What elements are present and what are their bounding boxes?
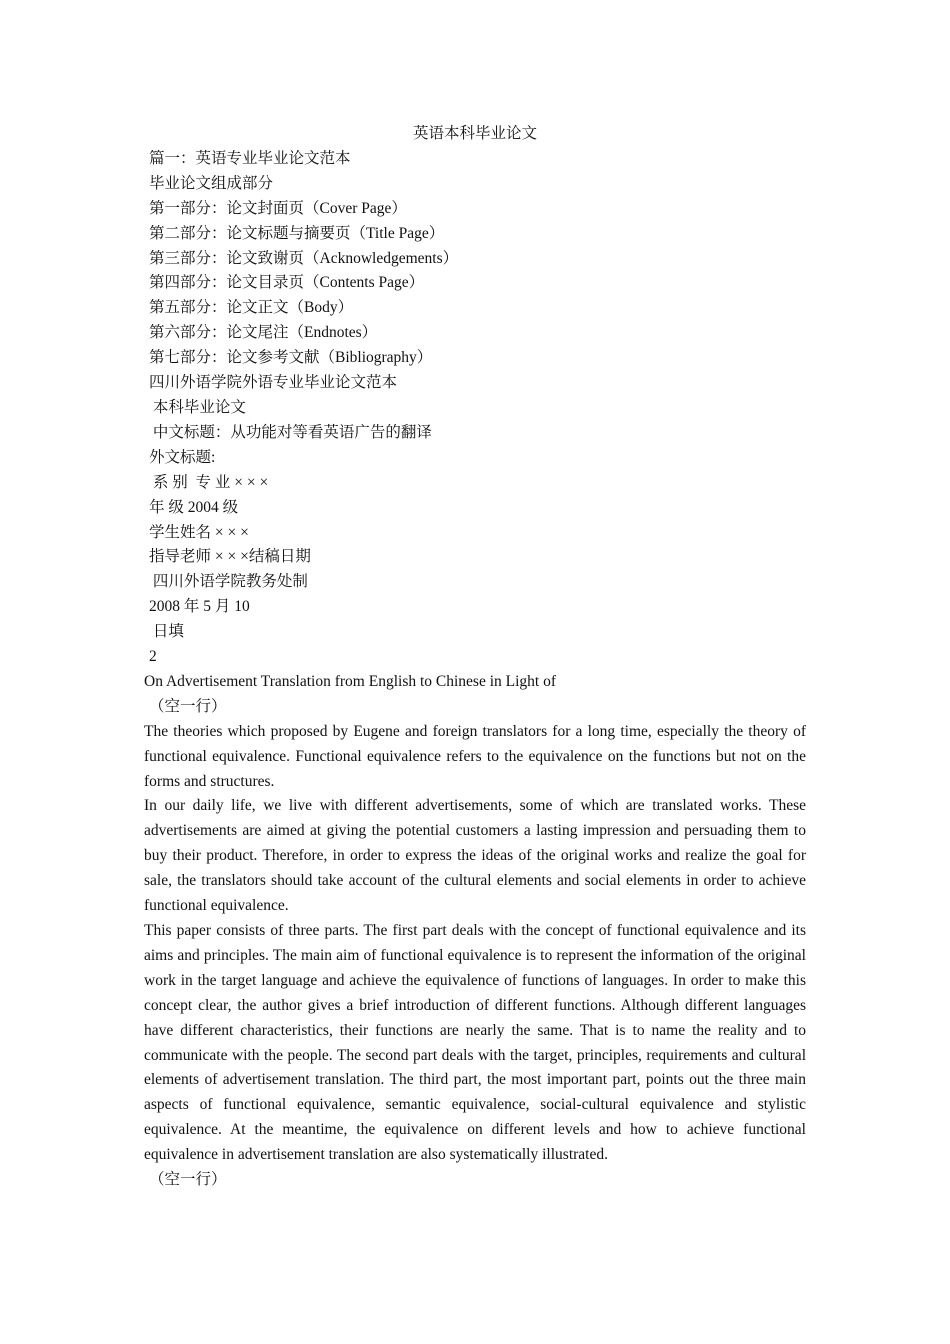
part-6-endnotes: 第六部分：论文尾注（Endnotes） xyxy=(149,324,378,342)
document-page xyxy=(144,122,806,1193)
blank-line-note: （空一行） xyxy=(149,1171,227,1189)
cover-foreign-title: 外文标题: xyxy=(149,448,216,466)
section-heading-sample: 篇一：英语专业毕业论文范本 xyxy=(149,149,351,167)
abstract-paragraph-2: In our daily life, we live with different advertisements, some of which are translated works. These advertisements are aimed at giving the potential customers a lasting impression and persuading them to buy their product. Therefore, in order to express the ideas of the original works and realize the goal for sale, the translators should take account of the cultural elements and social elements in order to achieve functional equivalence. xyxy=(144,797,806,915)
abstract-paragraph-1: The theories which proposed by Eugene and foreign translators for a long time, especially the theory of functional equivalence. Functional equivalence refers to the equivalence on the functions but not on the forms and structures. xyxy=(144,722,806,790)
part-4-contents-page: 第四部分：论文目录页（Contents Page） xyxy=(149,274,425,292)
cover-fill-note: 日填 xyxy=(149,623,184,641)
sample-heading: 四川外语学院外语专业毕业论文范本 xyxy=(149,374,398,392)
cover-chinese-title: 中文标题：从功能对等看英语广告的翻译 xyxy=(149,423,432,441)
cover-student-name: 学生姓名 × × × xyxy=(149,523,249,541)
blank-line-note: （空一行） xyxy=(149,697,227,715)
page-number: 2 xyxy=(149,648,157,666)
document-title: 英语本科毕业论文 xyxy=(412,125,537,142)
composition-heading: 毕业论文组成部分 xyxy=(149,174,274,192)
cover-advisor: 指导老师 × × ×结稿日期 xyxy=(149,548,311,566)
cover-academic-office: 四川外语学院教务处制 xyxy=(149,573,308,591)
part-5-body: 第五部分：论文正文（Body） xyxy=(149,299,354,317)
part-1-cover-page: 第一部分：论文封面页（Cover Page） xyxy=(149,199,407,217)
part-3-acknowledgements: 第三部分：论文致谢页（Acknowledgements） xyxy=(149,249,459,267)
cover-department: 系 别 专 业 × × × xyxy=(149,473,269,491)
cover-date: 2008 年 5 月 10 xyxy=(149,598,250,616)
abstract-paragraph-3: This paper consists of three parts. The first part deals with the concept of functional equivalence and its aims and principles. The main aim of functional equivalence is to represent the information of the original work in the target language and achieve the equivalence of functions of languages. In order to make this concept clear, the author gives a brief introduction of different functions. Although different languages have different characteristics, their functions are nearly the same. That is to name the reality and to communicate with the people. The second part deals with the target, principles, requirements and cultural elements of advertisement translation. The third part, the most important part, points out the three main aspects of functional equivalence, semantic equivalence, social-cultural equivalence and stylistic equivalence. At the meantime, the equivalence on different levels and how to achieve functional equivalence in advertisement translation are also systematically illustrated. xyxy=(144,922,806,1164)
part-7-bibliography: 第七部分：论文参考文献（Bibliography） xyxy=(149,349,433,367)
part-2-title-page: 第二部分：论文标题与摘要页（Title Page） xyxy=(149,224,445,242)
cover-grade: 年 级 2004 级 xyxy=(149,498,239,516)
cover-undergrad-thesis: 本科毕业论文 xyxy=(149,398,246,416)
english-heading: On Advertisement Translation from English to Chinese in Light of xyxy=(144,672,557,690)
